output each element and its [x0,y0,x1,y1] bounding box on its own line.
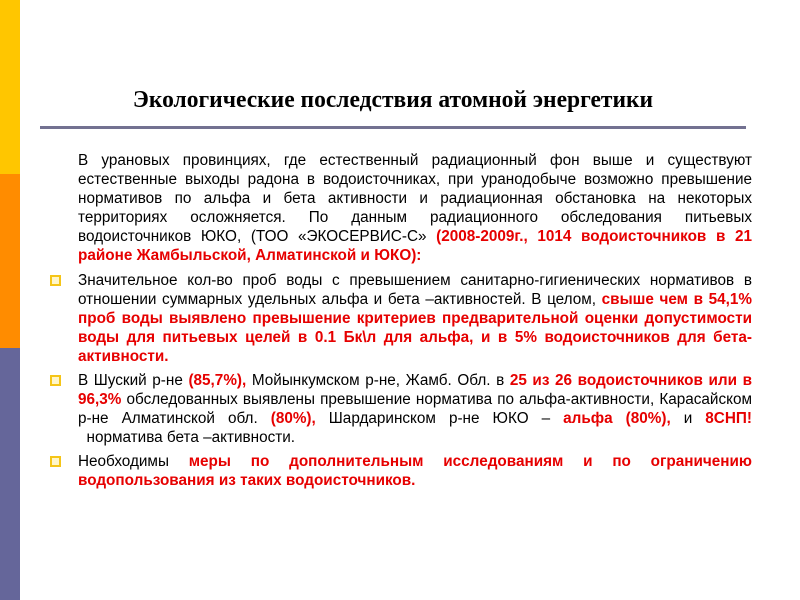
bullet-item-3 [78,452,752,490]
bullet-3-text: Необходимы [78,453,189,470]
bullet-2-text: обследованных выявлены превышение норматива по альфа-активности, Карасайском р-не Алматинской обл. [78,391,752,427]
bullet-2-highlight: альфа (80%), [563,410,671,427]
bullet-2-text: Шардаринском р-не ЮКО – [315,410,564,427]
bullet-item-1 [78,271,752,366]
slide-body [78,151,752,495]
bullet-2-text: норматива бета –активности. [78,429,296,446]
intro-text: В урановых провинциях, где естественный радиационный фон выше и существуют естественные выходы радона в водоисточниках, при уранодобыче возможно превышение нормативов по альфа и бета активности и радиационная обстановка на некоторых территориях осложняется. По данным радиационного обследования питьевых водоисточников ЮКО, (ТОО «ЭКОСЕРВИС-С» [78,152,752,245]
bullet-2-text: и [670,410,706,427]
bullet-2-text: Мойынкумском р-не, Жамб. Обл. в [246,372,510,389]
decorative-strip-yellow [0,0,20,174]
bullet-item-2 [78,371,752,447]
bullet-2-text: В Шуский р-не [78,372,189,389]
decorative-strip-orange [0,174,20,348]
decorative-strip-purple [0,348,20,600]
intro-highlight: (2008-2009г., 1014 водоисточников в 21 районе Жамбыльской, Алматинской и ЮКО): [78,228,753,264]
slide-title: Экологические последствия атомной энергетики [132,86,654,113]
square-bullet-icon [50,456,61,467]
bullet-1-highlight: свыше чем в 54,1% проб воды выявлено превышение критериев предварительной оценки допустимости воды для питьевых целей в 0.1 Бк\л для альфа, и в 5% водоисточников для бета-активности. [78,291,752,365]
intro-paragraph [78,151,752,265]
square-bullet-icon [50,375,61,386]
bullet-2-highlight: 8СНП! [705,410,752,427]
title-divider [40,126,746,129]
bullet-3-highlight: меры по дополнительным исследованиям и по ограничению водопользования из таких водоисточников. [78,453,752,489]
bullet-2-highlight: 25 из 26 водоисточников или в 96,3% [78,372,753,408]
square-bullet-icon [50,275,61,286]
bullet-1-text: Значительное кол-во проб воды с превышением санитарно-гигиенических нормативов в отношении суммарных удельных альфа и бета –активностей. В целом, [78,272,752,308]
bullet-2-highlight: (80%), [270,410,316,427]
bullet-2-highlight: (85,7%), [188,372,247,389]
